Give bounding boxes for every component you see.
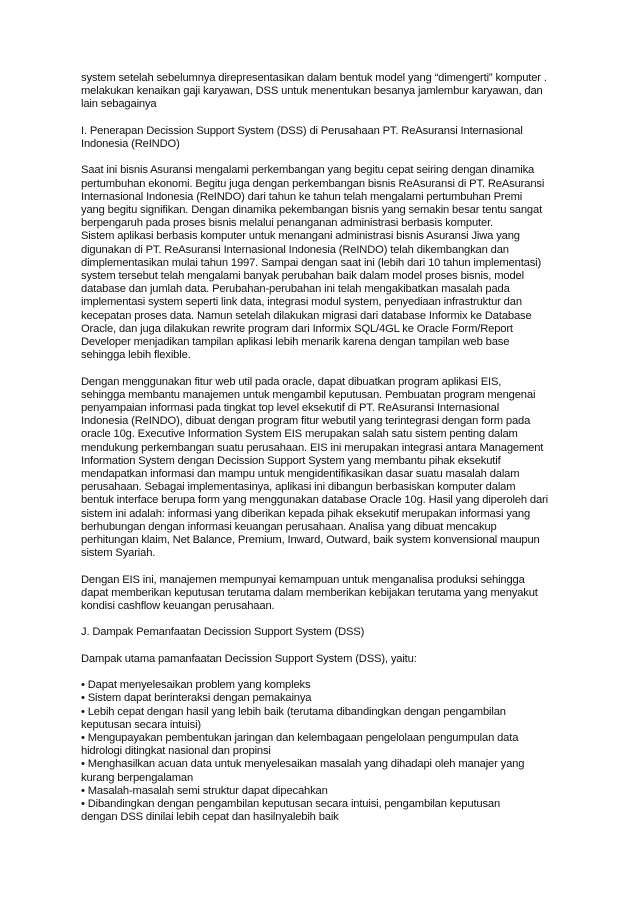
text-line: Dampak utama pamanfaatan Decission Support System (DSS), yaitu: bbox=[81, 652, 417, 665]
bullet-continuation-line: kurang berpengalaman bbox=[81, 771, 194, 784]
text-line: yang begitu signifikan. Dengan dinamika pekembangan bisnis yang semakin besar tentu sangat bbox=[81, 204, 543, 216]
text-line: sistem ini adalah: informasi yang diberikan kepada pihak eksekutif merupakan informasi yang bbox=[81, 507, 531, 520]
text-line: system tersebut telah mengalami banyak perubahan baik dalam model proses bisnis, model bbox=[81, 270, 524, 283]
bullet-continuation-line: hidrologi ditingkat nasional dan propinsi bbox=[81, 745, 271, 758]
section-heading-i bbox=[81, 125, 567, 151]
text-line: mendapatkan informasi dan mampu untuk mengidentifikasikan dasar suatu masalah dalam bbox=[81, 468, 520, 481]
heading-line: I. Penerapan Decission Support System (DSS) di Perusahaan PT. ReAsuransi Internasional bbox=[81, 124, 523, 137]
text-line: sehingga membantu manajemen untuk mengambil keputusan. Pembuatan program mengenai bbox=[81, 388, 536, 401]
text-line: mendukung perkembangan suatu perusahaan. EIS ini merupakan integrasi antara Management bbox=[81, 441, 544, 454]
text-line: kecepatan proses data. Namun setelah dilakukan migrasi dari database Informix ke Database bbox=[81, 309, 532, 322]
bullet-line: • Mengupayakan pembentukan jaringan dan kelembagaan pengelolaan pengumpulan data bbox=[81, 732, 519, 745]
bullet-line: • Dapat menyelesaikan problem yang kompleks bbox=[81, 679, 311, 692]
impact-intro-paragraph bbox=[81, 653, 567, 666]
text-line: Developer menjadikan tampilan aplikasi lebih menarik karena dengan tampilan web base bbox=[81, 336, 510, 349]
text-line: Sistem aplikasi berbasis komputer untuk menangani administrasi bisnis Asuransi Jiwa yang bbox=[81, 230, 520, 243]
text-line: dimplementasikan mulai tahun 1997. Sampai dengan saat ini (lebih dari 10 tahun implementasi) bbox=[81, 256, 542, 269]
text-line: digunakan di PT. ReAsuransi Internasional Indonesia (ReINDO) telah dikembangkan dan bbox=[81, 243, 509, 256]
text-line: melakukan kenaikan gaji karyawan, DSS untuk menentukan besanya jamlembur karyawan, dan bbox=[81, 85, 543, 98]
text-line: perusahaan. Sebagai implementasinya, aplikasi ini dibangun berbasiskan komputer dalam bbox=[81, 481, 516, 494]
text-line: Oracle, dan juga dilakukan rewrite program dari Informix SQL/4GL ke Oracle Form/Report bbox=[81, 322, 513, 335]
text-line: perhitungan klaim, Net Balance, Premium, Inward, Outward, baik system konvensional maupun bbox=[81, 534, 540, 547]
bullet-continuation-line: dengan DSS dinilai lebih cepat dan hasilnyalebih baik bbox=[81, 811, 339, 824]
heading-line: Indonesia (ReINDO) bbox=[81, 138, 180, 150]
impact-bullet-list bbox=[81, 679, 567, 824]
reindo-background-paragraph bbox=[81, 164, 567, 362]
intro-paragraph bbox=[81, 72, 567, 112]
text-line: implementasi system seperti link data, integrasi modul system, penyediaan infrastruktur dan bbox=[81, 296, 522, 309]
text-line: dapat memberikan keputusan terutama dalam memberikan kebijakan terutama yang menyakut bbox=[81, 586, 538, 599]
text-line: berhubungan dengan informasi keuangan perusahaan. Analisa yang dibuat mencakup bbox=[81, 520, 497, 533]
section-heading-j bbox=[81, 626, 567, 639]
bullet-continuation-line: keputusan secara intuisi) bbox=[81, 718, 202, 731]
text-line: database dan jumlah data. Perubahan-perubahan ini telah mengakibatkan masalah pada bbox=[81, 283, 510, 296]
bullet-line: • Menghasilkan acuan data untuk menyelesaikan masalah yang dihadapi oleh manajer yang bbox=[81, 758, 525, 771]
eis-management-paragraph bbox=[81, 574, 567, 614]
text-line: Dengan EIS ini, manajemen mempunyai kemampuan untuk menganalisa produksi sehingga bbox=[81, 573, 525, 586]
text-line: sistem Syariah. bbox=[81, 547, 156, 560]
bullet-line: • Dibandingkan dengan pengambilan keputusan secara intuisi, pengambilan keputusan bbox=[81, 798, 501, 811]
text-line: lain sebagainya bbox=[81, 98, 157, 111]
bullet-line: • Lebih cepat dengan hasil yang lebih baik (terutama dibandingkan dengan pengambilan bbox=[81, 705, 506, 718]
text-line: Dengan menggunakan fitur web util pada oracle, dapat dibuatkan program aplikasi EIS, bbox=[81, 375, 502, 388]
text-line: sehingga lebih flexible. bbox=[81, 349, 191, 362]
text-line: penyampaian informasi pada tingkat top level eksekutif di PT. ReAsuransi Internasional bbox=[81, 402, 500, 415]
bullet-line: • Masalah-masalah semi struktur dapat dipecahkan bbox=[81, 784, 328, 797]
bullet-line: • Sistem dapat berinteraksi dengan pemakainya bbox=[81, 692, 312, 705]
text-line: Saat ini bisnis Asuransi mengalami perkembangan yang begitu cepat seiring dengan dinamika bbox=[81, 164, 535, 177]
text-line: kondisi cashflow keuangan perusahaan. bbox=[81, 600, 275, 613]
text-line: pertumbuhan ekonomi. Begitu juga dengan perkembangan bisnis ReAsuransi di PT. ReAsuransi bbox=[81, 177, 545, 190]
text-line: Internasional Indonesia (ReINDO) dari tahun ke tahun telah mengalami pertumbuhan Premi bbox=[81, 190, 523, 203]
eis-paragraph bbox=[81, 376, 567, 561]
text-line: Indonesia (ReINDO), dibuat dengan program fitur webutil yang terintegrasi dengan form pada bbox=[81, 415, 531, 428]
text-line: system setelah sebelumnya direpresentasikan dalam bentuk model yang “dimengerti” komputer . bbox=[81, 72, 547, 84]
heading-line: J. Dampak Pemanfaatan Decission Support System (DSS) bbox=[81, 626, 365, 639]
text-line: bentuk interface berupa form yang menggunakan database Oracle 10g. Hasil yang diperoleh dari bbox=[81, 494, 548, 507]
text-line: Information System dengan Decission Support System yang membantu pihak eksekutif bbox=[81, 454, 501, 467]
text-line: berpengaruh pada proses bisnis melalui penanganan administrasi berbasis komputer. bbox=[81, 217, 493, 230]
document-page bbox=[81, 72, 567, 824]
text-line: oracle 10g. Executive Information System EIS merupakan salah satu sistem penting dalam bbox=[81, 428, 518, 441]
